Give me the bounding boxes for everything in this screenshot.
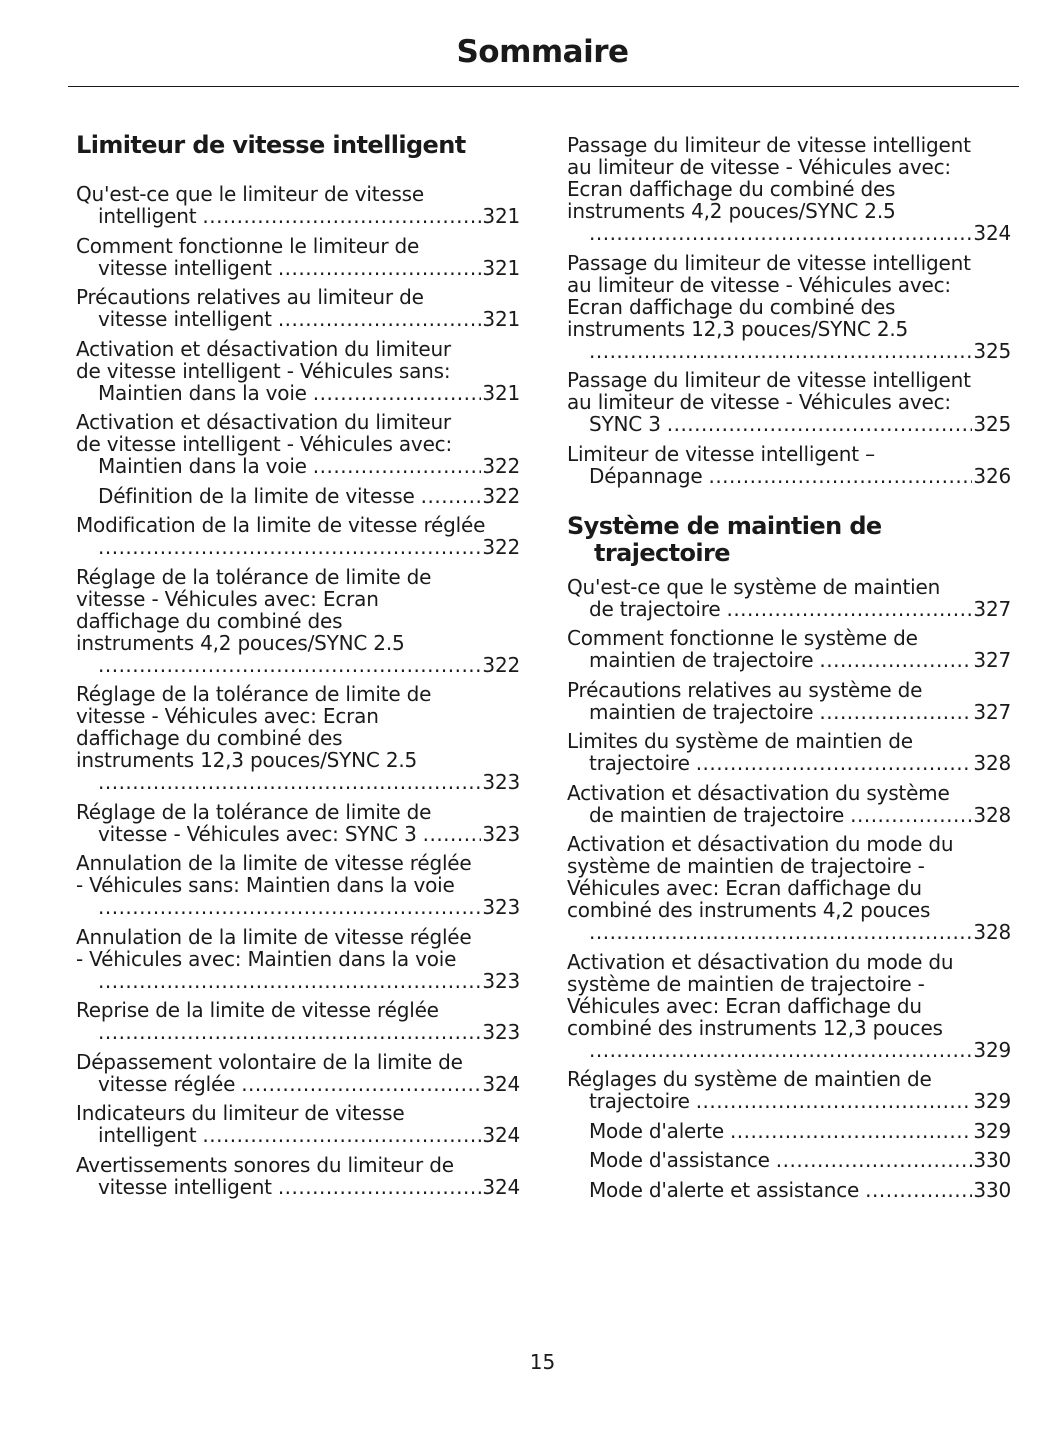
toc-entry[interactable] <box>76 1154 520 1198</box>
toc-entry-text: Maintien dans la voie <box>98 380 307 405</box>
toc-entry-text: Dépassement volontaire de la limite de <box>76 1049 463 1074</box>
toc-list-speed-limiter-continued <box>567 134 1011 487</box>
toc-entry-text: Mode d'alerte <box>589 1118 724 1143</box>
dot-leader <box>98 896 481 918</box>
toc-leader-line <box>589 701 1011 723</box>
toc-page-number: 329 <box>973 1037 1011 1062</box>
toc-leader-line <box>589 921 1011 943</box>
toc-entry-text: SYNC 3 <box>589 412 661 436</box>
toc-leader-line <box>589 1090 1011 1112</box>
toc-entry-text: Passage du limiteur de vitesse intelligent <box>567 250 971 275</box>
dot-leader <box>241 1073 481 1095</box>
toc-page-number: 328 <box>973 920 1011 944</box>
toc-page-number: 328 <box>973 802 1011 827</box>
toc-leader-line <box>98 654 520 676</box>
toc-page-number: 329 <box>973 1089 1011 1113</box>
dot-leader <box>313 382 482 404</box>
dot-leader <box>98 1021 481 1043</box>
dot-leader <box>278 1176 482 1198</box>
dot-leader <box>202 1124 481 1146</box>
toc-leader-line <box>98 1073 520 1095</box>
toc-leader-line <box>98 485 520 507</box>
toc-leader-line <box>589 752 1011 774</box>
toc-entry-text: Modification de la limite de vitesse réglée <box>76 513 486 537</box>
toc-leader-line <box>589 413 1011 435</box>
toc-entry[interactable] <box>76 235 520 279</box>
toc-page-number: 322 <box>482 483 520 508</box>
toc-entry-text: trajectoire <box>589 751 690 775</box>
toc-page-number: 322 <box>482 535 520 559</box>
toc-page-number: 324 <box>482 1174 520 1199</box>
toc-entry-text: daffichage du combiné des <box>76 726 343 750</box>
toc-leader-line <box>589 1179 1011 1201</box>
toc-entry-text: intelligent <box>98 1123 197 1147</box>
toc-page-number: 324 <box>482 1123 520 1147</box>
toc-entry-text: Mode d'alerte et assistance <box>589 1177 860 1202</box>
dot-leader <box>819 649 972 671</box>
toc-entry-text: combiné des instruments 12,3 pouces <box>567 1015 943 1040</box>
toc-leader-line <box>98 455 520 477</box>
toc-page-number: 321 <box>482 380 520 405</box>
toc-page-number: 328 <box>973 751 1011 775</box>
toc-entry[interactable] <box>567 1068 1011 1112</box>
toc-entry-text: Comment fonctionne le limiteur de <box>76 233 420 258</box>
toc-entry[interactable] <box>76 801 520 845</box>
dot-leader <box>202 205 481 227</box>
toc-entry-text: Réglage de la tolérance de limite de <box>76 799 432 824</box>
toc-entry[interactable] <box>567 679 1011 723</box>
dot-leader <box>98 970 481 992</box>
toc-page-number: 323 <box>482 770 520 794</box>
toc-entry[interactable] <box>567 730 1011 774</box>
toc-leader-line <box>98 308 520 330</box>
toc-entry[interactable] <box>76 683 520 793</box>
toc-entry[interactable] <box>76 338 520 404</box>
toc-list-speed-limiter <box>76 183 520 1198</box>
page-number: 15 <box>529 1350 556 1374</box>
toc-entry-text: Annulation de la limite de vitesse réglée <box>76 851 472 875</box>
toc-entry-text: instruments 4,2 pouces/SYNC 2.5 <box>567 199 896 223</box>
toc-entry-text: intelligent <box>98 204 197 228</box>
toc-entry[interactable] <box>76 1051 520 1095</box>
dot-leader <box>421 485 482 507</box>
toc-entry-text: système de maintien de trajectoire - <box>567 971 925 996</box>
toc-entry-text: Précautions relatives au limiteur de <box>76 285 424 309</box>
toc-entry-text: Activation et désactivation du mode du <box>567 832 954 856</box>
toc-page-number: 321 <box>482 307 520 331</box>
toc-leader-line <box>589 1039 1011 1061</box>
toc-entry-text: Limiteur de vitesse intelligent – <box>567 441 875 466</box>
toc-entry-text: Avertissements sonores du limiteur de <box>76 1152 454 1177</box>
toc-entry-text: Passage du limiteur de vitesse intelligent <box>567 133 971 157</box>
toc-page-number: 324 <box>482 1071 520 1096</box>
toc-entry[interactable] <box>76 852 520 918</box>
dot-leader <box>776 1149 973 1171</box>
dot-leader <box>98 536 481 558</box>
toc-entry-text: Activation et désactivation du limiteur <box>76 336 451 361</box>
toc-page-number: 325 <box>973 412 1011 436</box>
toc-page-number: 322 <box>482 652 520 677</box>
toc-entry[interactable] <box>567 1179 1011 1201</box>
dot-leader <box>98 654 481 676</box>
dot-leader <box>423 823 482 845</box>
toc-entry-text: instruments 12,3 pouces/SYNC 2.5 <box>567 316 909 341</box>
toc-leader-line <box>98 257 520 279</box>
toc-entry[interactable] <box>567 252 1011 362</box>
toc-leader-line <box>589 465 1011 487</box>
toc-entry-text: de maintien de trajectoire <box>589 802 845 827</box>
toc-entry-text: de vitesse intelligent - Véhicules avec: <box>76 432 453 456</box>
toc-entry-text: daffichage du combiné des <box>76 608 343 633</box>
toc-entry-text: Reprise de la limite de vitesse réglée <box>76 998 439 1022</box>
toc-entry-text: Précautions relatives au système de <box>567 677 923 702</box>
toc-leader-line <box>98 896 520 918</box>
dot-leader <box>696 1090 973 1112</box>
toc-leader-line <box>589 598 1011 620</box>
toc-entry-text: de trajectoire <box>589 596 721 621</box>
toc-entry-text: Maintien dans la voie <box>98 454 307 478</box>
dot-leader <box>730 1120 972 1142</box>
toc-entry-text: instruments 4,2 pouces/SYNC 2.5 <box>76 630 405 655</box>
dot-leader <box>278 257 482 279</box>
toc-entry[interactable] <box>567 951 1011 1061</box>
toc-page-number: 323 <box>482 821 520 846</box>
toc-entry[interactable] <box>567 443 1011 487</box>
toc-entry-text: de vitesse intelligent - Véhicules sans: <box>76 358 451 383</box>
toc-leader-line <box>98 1176 520 1198</box>
toc-entry-text: Ecran daffichage du combiné des <box>567 294 896 319</box>
toc-entry[interactable] <box>76 1102 520 1146</box>
dot-leader <box>589 921 972 943</box>
toc-entry[interactable] <box>567 1120 1011 1142</box>
toc-entry-text: trajectoire <box>589 1089 690 1113</box>
page-title: Sommaire <box>456 34 629 70</box>
section-heading-lane-keeping: Système de maintien de trajectoire <box>567 511 882 567</box>
dot-leader <box>589 340 972 362</box>
toc-entry-text: vitesse - Véhicules avec: Ecran <box>76 704 379 728</box>
toc-entry-text: Limites du système de maintien de <box>567 729 913 753</box>
dot-leader <box>589 1039 972 1061</box>
toc-entry[interactable] <box>567 1149 1011 1171</box>
toc-entry[interactable] <box>567 576 1011 620</box>
toc-entry-text: instruments 12,3 pouces/SYNC 2.5 <box>76 748 418 772</box>
toc-entry-text: vitesse intelligent <box>98 255 272 280</box>
toc-page-number: 327 <box>973 596 1011 621</box>
toc-entry-text: vitesse - Véhicules avec: SYNC 3 <box>98 821 417 846</box>
dot-leader <box>850 804 972 826</box>
toc-page-number: 330 <box>973 1148 1011 1172</box>
toc-page-number: 330 <box>973 1177 1011 1202</box>
toc-entry-text: Indicateurs du limiteur de vitesse <box>76 1101 405 1125</box>
toc-leader-line <box>589 1149 1011 1171</box>
toc-leader-line <box>98 823 520 845</box>
toc-entry[interactable] <box>76 485 520 507</box>
toc-entry[interactable] <box>76 999 520 1043</box>
toc-entry-text: Qu'est-ce que le système de maintien <box>567 574 941 599</box>
toc-page-number: 323 <box>482 895 520 919</box>
toc-entry-text: combiné des instruments 4,2 pouces <box>567 898 931 922</box>
toc-page-number: 329 <box>973 1118 1011 1143</box>
toc-leader-line <box>98 205 520 227</box>
dot-leader <box>708 465 972 487</box>
toc-entry[interactable] <box>76 183 520 227</box>
toc-entry[interactable] <box>567 782 1011 826</box>
section-heading-speed-limiter: Limiteur de vitesse intelligent <box>76 131 466 159</box>
toc-entry[interactable] <box>76 926 520 992</box>
dot-leader <box>696 752 973 774</box>
toc-page-number: 324 <box>973 221 1011 245</box>
toc-leader-line <box>98 771 520 793</box>
right-column <box>567 134 1011 1208</box>
toc-entry-text: vitesse réglée <box>98 1071 236 1096</box>
toc-entry-text: - Véhicules avec: Maintien dans la voie <box>76 946 457 971</box>
toc-entry-text: au limiteur de vitesse - Véhicules avec: <box>567 390 951 414</box>
toc-leader-line <box>98 536 520 558</box>
dot-leader <box>667 413 973 435</box>
dot-leader <box>589 222 972 244</box>
toc-page-number: 323 <box>482 968 520 993</box>
toc-leader-line <box>98 382 520 404</box>
toc-entry-text: Ecran daffichage du combiné des <box>567 177 896 201</box>
toc-entry-text: Définition de la limite de vitesse <box>98 483 415 508</box>
toc-page-number: 321 <box>482 204 520 228</box>
toc-entry[interactable] <box>567 134 1011 244</box>
toc-leader-line <box>589 222 1011 244</box>
dot-leader <box>98 771 481 793</box>
toc-leader-line <box>589 649 1011 671</box>
dot-leader <box>865 1179 972 1201</box>
toc-page-number: 321 <box>482 255 520 280</box>
toc-page-number: 327 <box>973 648 1011 672</box>
toc-entry[interactable] <box>76 286 520 330</box>
toc-entry[interactable] <box>567 833 1011 943</box>
toc-leader-line <box>589 1120 1011 1142</box>
toc-entry-text: Réglages du système de maintien de <box>567 1067 932 1091</box>
toc-entry[interactable] <box>76 514 520 558</box>
toc-entry-text: Activation et désactivation du système <box>567 780 950 805</box>
dot-leader <box>726 598 972 620</box>
toc-entry-text: - Véhicules sans: Maintien dans la voie <box>76 873 455 897</box>
toc-entry-text: Activation et désactivation du limiteur <box>76 410 451 434</box>
toc-entry[interactable] <box>76 566 520 676</box>
toc-leader-line <box>98 1124 520 1146</box>
toc-leader-line <box>589 340 1011 362</box>
toc-entry-text: Mode d'assistance <box>589 1148 770 1172</box>
toc-entry-text: Réglage de la tolérance de limite de <box>76 564 432 589</box>
toc-entry-text: Réglage de la tolérance de limite de <box>76 682 432 706</box>
toc-entry[interactable] <box>567 369 1011 435</box>
toc-entry-text: Véhicules avec: Ecran daffichage du <box>567 993 922 1018</box>
title-divider <box>68 86 1019 87</box>
toc-entry-text: au limiteur de vitesse - Véhicules avec: <box>567 272 951 297</box>
toc-entry-text: Passage du limiteur de vitesse intelligent <box>567 368 971 392</box>
toc-entry-text: Qu'est-ce que le limiteur de vitesse <box>76 182 425 206</box>
toc-page-number: 323 <box>482 1020 520 1044</box>
toc-entry-text: Activation et désactivation du mode du <box>567 949 954 974</box>
dot-leader <box>819 701 972 723</box>
toc-entry-text: vitesse intelligent <box>98 307 272 331</box>
toc-entry[interactable] <box>76 411 520 477</box>
toc-entry-text: vitesse intelligent <box>98 1174 272 1199</box>
dot-leader <box>278 308 482 330</box>
toc-entry-text: vitesse - Véhicules avec: Ecran <box>76 586 379 611</box>
toc-leader-line <box>98 1021 520 1043</box>
toc-leader-line <box>589 804 1011 826</box>
toc-entry-text: Comment fonctionne le système de <box>567 626 918 650</box>
toc-leader-line <box>98 970 520 992</box>
toc-list-lane-keeping <box>567 576 1011 1201</box>
dot-leader <box>313 455 482 477</box>
toc-entry-text: Dépannage <box>589 463 703 488</box>
toc-entry-text: Annulation de la limite de vitesse réglée <box>76 924 472 949</box>
toc-page-number: 327 <box>973 699 1011 724</box>
toc-entry-text: Véhicules avec: Ecran daffichage du <box>567 876 922 900</box>
toc-entry-text: maintien de trajectoire <box>589 648 814 672</box>
left-column <box>76 132 520 1205</box>
toc-entry-text: au limiteur de vitesse - Véhicules avec: <box>567 155 951 179</box>
toc-entry[interactable] <box>567 627 1011 671</box>
toc-entry-text: maintien de trajectoire <box>589 699 814 724</box>
toc-entry-text: système de maintien de trajectoire - <box>567 854 925 878</box>
toc-page-number: 322 <box>482 454 520 478</box>
toc-page-number: 325 <box>973 338 1011 363</box>
toc-page-number: 326 <box>973 463 1011 488</box>
